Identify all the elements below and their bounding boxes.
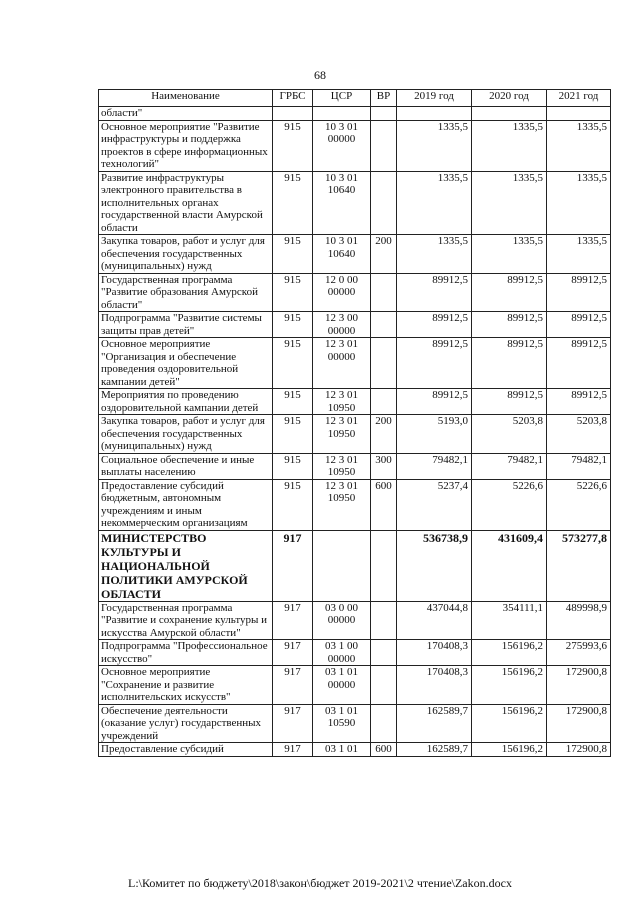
cell-vr: 600 bbox=[371, 743, 397, 757]
cell-2020 bbox=[472, 107, 547, 121]
cell-vr bbox=[371, 171, 397, 235]
cell-2021: 275993,6 bbox=[547, 640, 611, 666]
table-header-row bbox=[99, 90, 611, 107]
cell-vr bbox=[371, 389, 397, 415]
table-row bbox=[99, 530, 611, 601]
cell-2021: 89912,5 bbox=[547, 312, 611, 338]
cell-2019: 5193,0 bbox=[397, 415, 472, 454]
cell-vr bbox=[371, 601, 397, 640]
cell-name: Закупка товаров, работ и услуг для обеспечения государственных (муниципальных) нужд bbox=[99, 415, 273, 454]
cell-csr: 03 1 01 bbox=[313, 743, 371, 757]
cell-csr: 12 3 01 10950 bbox=[313, 479, 371, 530]
cell-vr bbox=[371, 666, 397, 705]
cell-name: Предоставление субсидий bbox=[99, 743, 273, 757]
cell-vr: 300 bbox=[371, 453, 397, 479]
cell-2019: 79482,1 bbox=[397, 453, 472, 479]
cell-csr: 12 3 01 10950 bbox=[313, 453, 371, 479]
cell-2019: 1335,5 bbox=[397, 235, 472, 274]
table-row bbox=[99, 453, 611, 479]
cell-csr: 12 3 00 00000 bbox=[313, 312, 371, 338]
cell-grbs: 915 bbox=[273, 235, 313, 274]
cell-name: Подпрограмма "Профессиональное искусство" bbox=[99, 640, 273, 666]
table-row bbox=[99, 312, 611, 338]
cell-csr: 03 0 00 00000 bbox=[313, 601, 371, 640]
cell-csr: 10 3 01 10640 bbox=[313, 171, 371, 235]
cell-2020: 431609,4 bbox=[472, 530, 547, 601]
cell-vr bbox=[371, 312, 397, 338]
cell-csr: 12 3 01 10950 bbox=[313, 389, 371, 415]
table-row bbox=[99, 743, 611, 757]
cell-2021: 79482,1 bbox=[547, 453, 611, 479]
cell-2019: 89912,5 bbox=[397, 312, 472, 338]
header-2020: 2020 год bbox=[472, 90, 547, 107]
cell-csr: 12 3 01 00000 bbox=[313, 338, 371, 389]
table-row bbox=[99, 640, 611, 666]
cell-name: Закупка товаров, работ и услуг для обеспечения государственных (муниципальных) нужд bbox=[99, 235, 273, 274]
cell-csr: 12 0 00 00000 bbox=[313, 273, 371, 312]
cell-csr: 03 1 01 10590 bbox=[313, 704, 371, 743]
cell-2021: 5226,6 bbox=[547, 479, 611, 530]
cell-name: Государственная программа "Развитие и сохранение культуры и искусства Амурской области" bbox=[99, 601, 273, 640]
cell-2021: 489998,9 bbox=[547, 601, 611, 640]
cell-2020: 5203,8 bbox=[472, 415, 547, 454]
cell-2020: 354111,1 bbox=[472, 601, 547, 640]
budget-table bbox=[98, 89, 611, 757]
cell-2020: 5226,6 bbox=[472, 479, 547, 530]
cell-vr: 200 bbox=[371, 235, 397, 274]
cell-name: МИНИСТЕРСТВО КУЛЬТУРЫ И НАЦИОНАЛЬНОЙ ПОЛИТИКИ АМУРСКОЙ ОБЛАСТИ bbox=[99, 530, 273, 601]
table-row bbox=[99, 171, 611, 235]
cell-vr bbox=[371, 640, 397, 666]
cell-grbs: 915 bbox=[273, 479, 313, 530]
cell-2020: 89912,5 bbox=[472, 273, 547, 312]
cell-vr bbox=[371, 273, 397, 312]
table-row bbox=[99, 273, 611, 312]
footer-file-path: L:\Комитет по бюджету\2018\закон\бюджет 2019-2021\2 чтение\Zakon.docx bbox=[128, 876, 512, 890]
table-row bbox=[99, 479, 611, 530]
cell-2020: 1335,5 bbox=[472, 120, 547, 171]
cell-2020: 89912,5 bbox=[472, 389, 547, 415]
cell-2019 bbox=[397, 107, 472, 121]
cell-2019: 89912,5 bbox=[397, 338, 472, 389]
cell-vr bbox=[371, 338, 397, 389]
cell-2021: 1335,5 bbox=[547, 235, 611, 274]
cell-2021: 1335,5 bbox=[547, 171, 611, 235]
cell-2019: 162589,7 bbox=[397, 704, 472, 743]
header-2021: 2021 год bbox=[547, 90, 611, 107]
cell-name: Развитие инфраструктуры электронного правительства в исполнительных органах государственной власти Амурской области bbox=[99, 171, 273, 235]
cell-grbs: 915 bbox=[273, 312, 313, 338]
table-row bbox=[99, 601, 611, 640]
header-vr: ВР bbox=[371, 90, 397, 107]
cell-vr bbox=[371, 704, 397, 743]
cell-grbs: 917 bbox=[273, 666, 313, 705]
cell-grbs: 915 bbox=[273, 415, 313, 454]
cell-2020: 156196,2 bbox=[472, 704, 547, 743]
cell-grbs: 917 bbox=[273, 640, 313, 666]
cell-2021 bbox=[547, 107, 611, 121]
cell-2021: 5203,8 bbox=[547, 415, 611, 454]
table-row bbox=[99, 338, 611, 389]
cell-2021: 172900,8 bbox=[547, 704, 611, 743]
cell-name: Мероприятия по проведению оздоровительной кампании детей bbox=[99, 389, 273, 415]
cell-grbs: 915 bbox=[273, 338, 313, 389]
cell-name: Социальное обеспечение и иные выплаты населению bbox=[99, 453, 273, 479]
header-grbs: ГРБС bbox=[273, 90, 313, 107]
cell-grbs: 915 bbox=[273, 389, 313, 415]
cell-2019: 89912,5 bbox=[397, 389, 472, 415]
cell-2020: 156196,2 bbox=[472, 743, 547, 757]
cell-csr bbox=[313, 530, 371, 601]
header-2019: 2019 год bbox=[397, 90, 472, 107]
cell-csr: 03 1 01 00000 bbox=[313, 666, 371, 705]
cell-csr: 10 3 01 00000 bbox=[313, 120, 371, 171]
cell-grbs: 915 bbox=[273, 171, 313, 235]
cell-grbs: 915 bbox=[273, 273, 313, 312]
cell-name: Предоставление субсидий бюджетным, автономным учреждениям и иным некоммерческим организациям bbox=[99, 479, 273, 530]
cell-vr bbox=[371, 530, 397, 601]
cell-2021: 1335,5 bbox=[547, 120, 611, 171]
cell-2021: 89912,5 bbox=[547, 273, 611, 312]
cell-2020: 1335,5 bbox=[472, 235, 547, 274]
cell-vr: 200 bbox=[371, 415, 397, 454]
cell-name: Обеспечение деятельности (оказание услуг) государственных учреждений bbox=[99, 704, 273, 743]
cell-2019: 162589,7 bbox=[397, 743, 472, 757]
table-row bbox=[99, 107, 611, 121]
table-row bbox=[99, 666, 611, 705]
cell-csr: 10 3 01 10640 bbox=[313, 235, 371, 274]
cell-name: Основное мероприятие "Развитие инфраструктуры и поддержка проектов в сфере информационных технологий" bbox=[99, 120, 273, 171]
cell-2021: 89912,5 bbox=[547, 338, 611, 389]
cell-2020: 156196,2 bbox=[472, 666, 547, 705]
cell-2020: 79482,1 bbox=[472, 453, 547, 479]
cell-2020: 89912,5 bbox=[472, 338, 547, 389]
cell-2021: 172900,8 bbox=[547, 743, 611, 757]
cell-grbs: 917 bbox=[273, 601, 313, 640]
table-row bbox=[99, 704, 611, 743]
cell-name: Основное мероприятие "Сохранение и развитие исполнительских искусств" bbox=[99, 666, 273, 705]
cell-grbs: 917 bbox=[273, 704, 313, 743]
table-row bbox=[99, 389, 611, 415]
cell-csr: 03 1 00 00000 bbox=[313, 640, 371, 666]
cell-grbs: 917 bbox=[273, 743, 313, 757]
cell-2019: 170408,3 bbox=[397, 666, 472, 705]
table-row bbox=[99, 235, 611, 274]
table-row bbox=[99, 415, 611, 454]
cell-2021: 89912,5 bbox=[547, 389, 611, 415]
cell-name: Основное мероприятие "Организация и обеспечение проведения оздоровительной кампании детей" bbox=[99, 338, 273, 389]
cell-2019: 170408,3 bbox=[397, 640, 472, 666]
cell-grbs: 917 bbox=[273, 530, 313, 601]
page-number: 68 bbox=[314, 68, 326, 82]
cell-grbs bbox=[273, 107, 313, 121]
cell-vr: 600 bbox=[371, 479, 397, 530]
cell-2020: 156196,2 bbox=[472, 640, 547, 666]
cell-grbs: 915 bbox=[273, 453, 313, 479]
cell-name: Государственная программа "Развитие образования Амурской области" bbox=[99, 273, 273, 312]
header-name: Наименование bbox=[99, 90, 273, 107]
cell-2021: 172900,8 bbox=[547, 666, 611, 705]
cell-csr bbox=[313, 107, 371, 121]
cell-grbs: 915 bbox=[273, 120, 313, 171]
header-csr: ЦСР bbox=[313, 90, 371, 107]
cell-2020: 89912,5 bbox=[472, 312, 547, 338]
cell-2019: 5237,4 bbox=[397, 479, 472, 530]
cell-2020: 1335,5 bbox=[472, 171, 547, 235]
table-row bbox=[99, 120, 611, 171]
cell-2021: 573277,8 bbox=[547, 530, 611, 601]
cell-2019: 1335,5 bbox=[397, 120, 472, 171]
cell-vr bbox=[371, 107, 397, 121]
cell-2019: 437044,8 bbox=[397, 601, 472, 640]
cell-2019: 1335,5 bbox=[397, 171, 472, 235]
cell-2019: 536738,9 bbox=[397, 530, 472, 601]
table-body bbox=[99, 107, 611, 757]
cell-name: области" bbox=[99, 107, 273, 121]
cell-name: Подпрограмма "Развитие системы защиты прав детей" bbox=[99, 312, 273, 338]
cell-vr bbox=[371, 120, 397, 171]
cell-2019: 89912,5 bbox=[397, 273, 472, 312]
cell-csr: 12 3 01 10950 bbox=[313, 415, 371, 454]
